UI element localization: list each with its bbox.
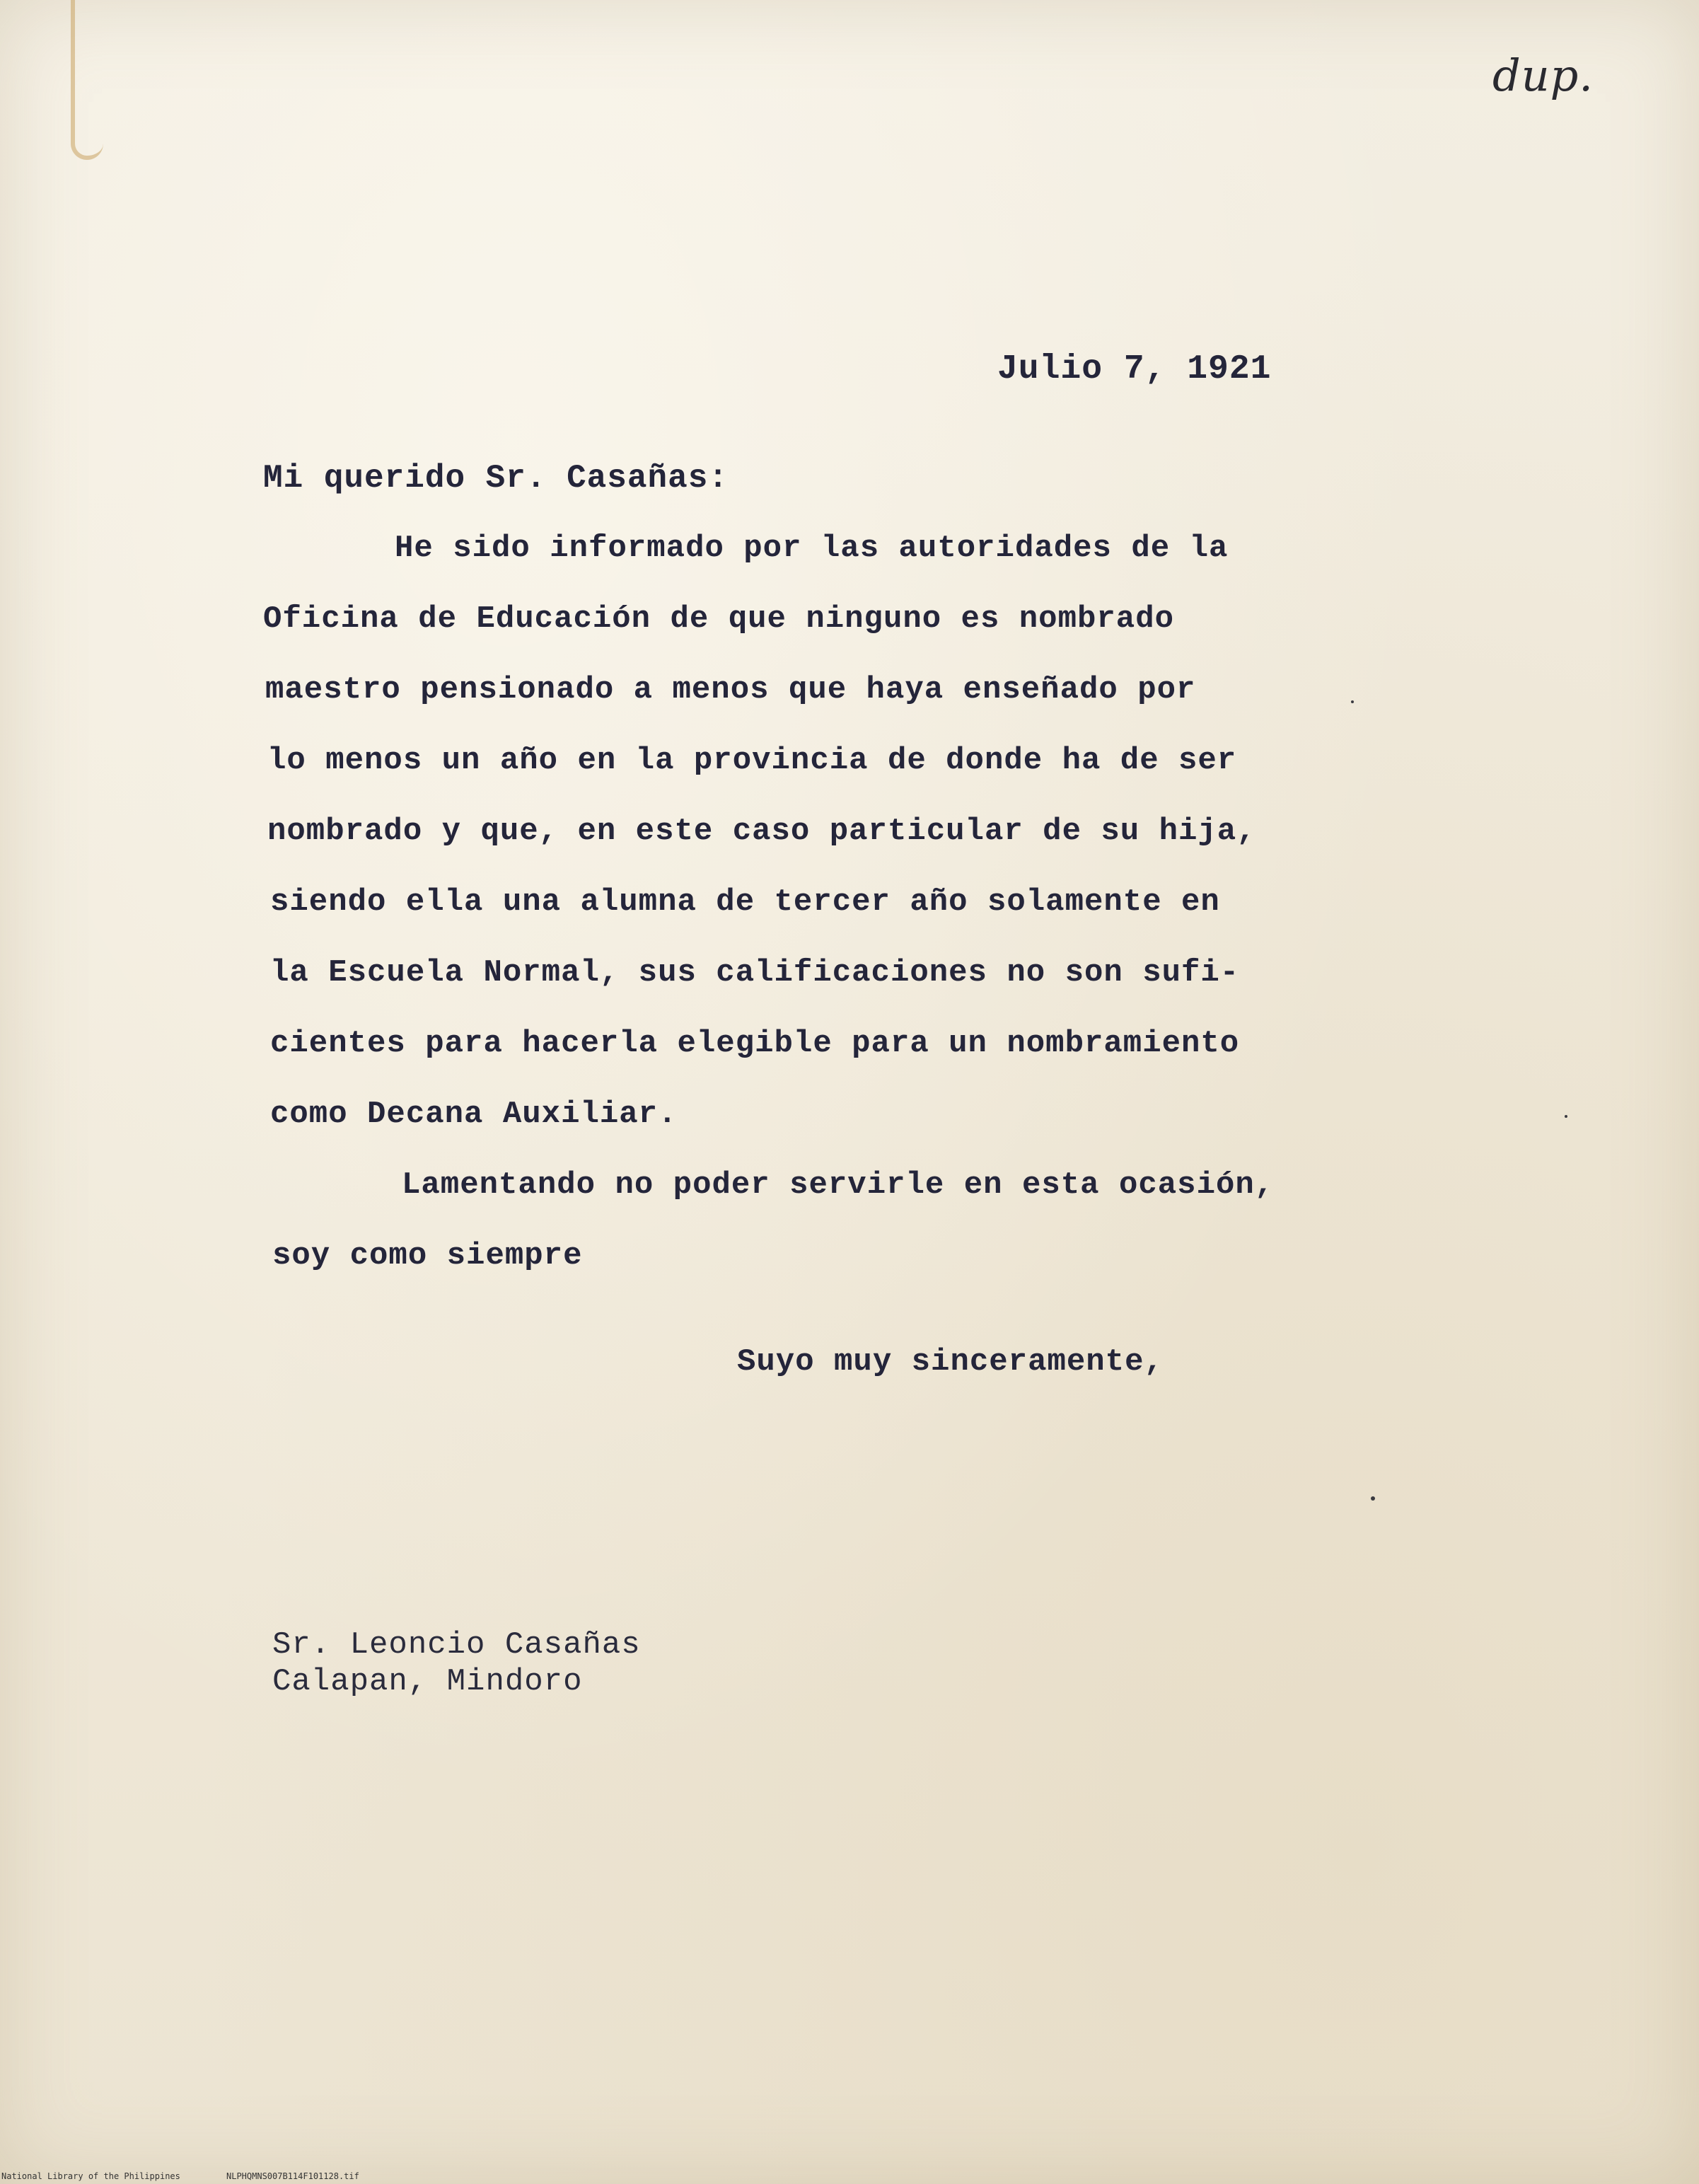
body-line: la Escuela Normal, sus calificaciones no son sufi- <box>270 955 1240 990</box>
body-line: como Decana Auxiliar. <box>270 1097 678 1132</box>
salutation: Mi querido Sr. Casañas: <box>263 460 729 497</box>
body-line: soy como siempre <box>272 1238 583 1273</box>
handwritten-annotation: dup. <box>1492 50 1594 101</box>
closing: Suyo muy sinceramente, <box>737 1344 1164 1380</box>
body-line: Lamentando no poder servirle en esta ocasión, <box>402 1167 1275 1203</box>
addressee-name: Sr. Leoncio Casañas <box>272 1627 641 1663</box>
letter-date: Julio 7, 1921 <box>997 350 1272 388</box>
body-line: nombrado y que, en este caso particular de su hija, <box>267 814 1256 849</box>
paper-speck <box>1565 1115 1567 1118</box>
paper-speck <box>1351 700 1354 703</box>
body-line: lo menos un año en la provincia de donde ha de ser <box>267 743 1237 778</box>
body-line: cientes para hacerla elegible para un nombramiento <box>270 1026 1240 1061</box>
body-line: He sido informado por las autoridades de la <box>395 531 1229 566</box>
paper-speck <box>1371 1496 1375 1501</box>
addressee-location: Calapan, Mindoro <box>272 1664 583 1699</box>
paperclip-stain <box>71 0 103 160</box>
footer-institution: National Library of the Philippines <box>1 2171 180 2181</box>
body-line: Oficina de Educación de que ninguno es nombrado <box>263 601 1175 637</box>
body-line: siendo ella una alumna de tercer año solamente en <box>270 884 1220 920</box>
body-line: maestro pensionado a menos que haya enseñado por <box>265 672 1196 707</box>
footer-file-id: NLPHQMNS007B114F101128.tif <box>226 2171 359 2181</box>
